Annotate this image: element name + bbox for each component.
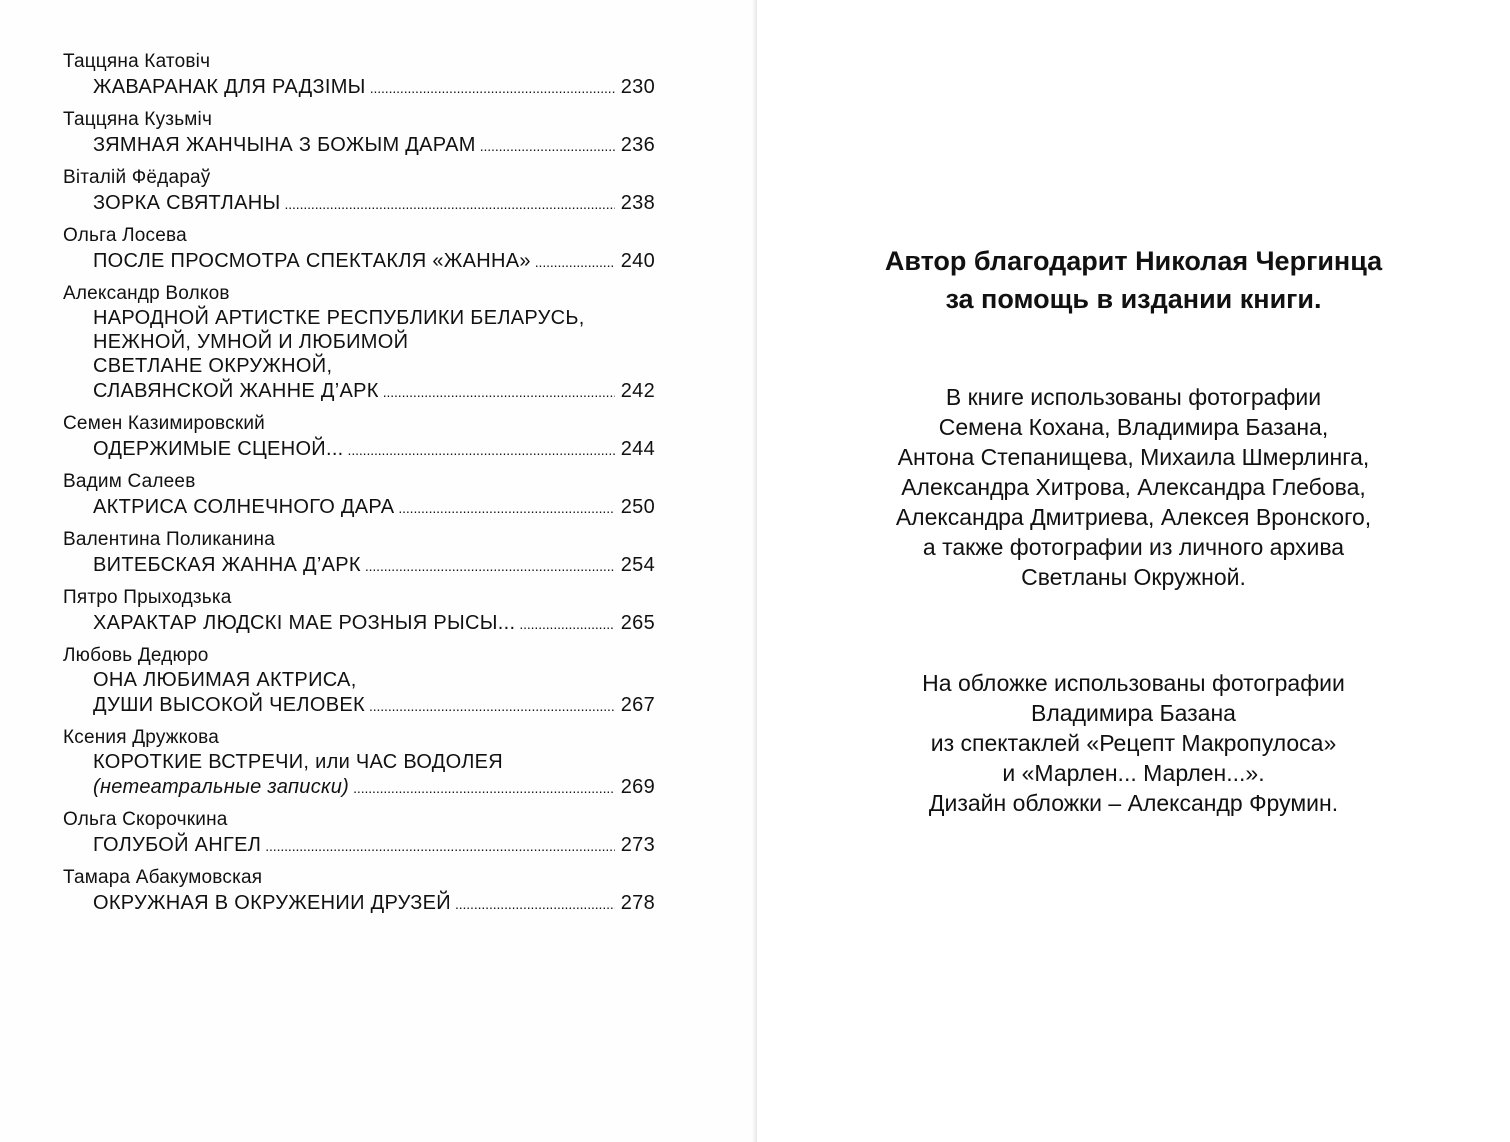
toc-entry [63, 644, 655, 718]
dot-leader [284, 190, 615, 217]
dot-leader [480, 132, 615, 159]
toc-title-line: ГОЛУБОЙ АНГЕЛ [93, 834, 262, 856]
toc-title-line: ХАРАКТАР ЛЮДСКІ МАЕ РОЗНЫЯ РЫСЫ... [93, 612, 516, 634]
toc-title-final-line [93, 74, 655, 100]
toc-author: Вадим Салеев [63, 471, 196, 492]
toc-title-final-line [93, 692, 655, 718]
toc-title-final-line [93, 248, 655, 274]
toc-author: Ксения Дружкова [63, 727, 219, 748]
dot-leader [519, 610, 615, 637]
toc-page-number: 273 [620, 834, 655, 856]
dot-leader [265, 832, 615, 859]
dot-leader [398, 494, 615, 521]
photos-credit-line: а также фотографии из личного архива [922, 534, 1345, 560]
toc-title-line: (нетеатральные записки) [93, 776, 350, 798]
photos-credit-line: Семена Кохана, Владимира Базана, [938, 414, 1329, 440]
toc-page-number: 236 [620, 134, 655, 156]
cover-credit-line: Владимира Базана [1031, 700, 1236, 726]
toc-entry [63, 224, 655, 274]
toc-page-number: 254 [620, 554, 655, 576]
toc-title-line: ЗЯМНАЯ ЖАНЧЫНА З БОЖЫМ ДАРАМ [93, 134, 476, 156]
toc-author: Ольга Скорочкина [63, 809, 228, 830]
toc-author: Семен Казимировский [63, 413, 265, 434]
right-page [757, 0, 1510, 1142]
toc-title-line: АКТРИСА СОЛНЕЧНОГО ДАРА [93, 496, 395, 518]
toc-author: Александр Волков [63, 283, 230, 304]
toc-entry [63, 166, 655, 216]
dot-leader [535, 248, 615, 275]
toc-entry [63, 528, 655, 578]
toc-title-final-line [93, 378, 655, 404]
toc-title-line: СЛАВЯНСКОЙ ЖАННЕ Д’АРК [93, 380, 379, 402]
toc-page-number: 269 [620, 776, 655, 798]
toc-author: Таццяна Кузьміч [63, 109, 213, 130]
toc-author: Таццяна Катовіч [63, 51, 211, 72]
toc-title-line: КОРОТКИЕ ВСТРЕЧИ, или ЧАС ВОДОЛЕЯ [93, 751, 504, 773]
toc-entry [63, 108, 655, 158]
cover-credit-line: Дизайн обложки – Александр Фрумин. [928, 790, 1339, 816]
cover-credit-line: и «Марлен... Марлен...». [1002, 760, 1265, 786]
toc-author: Валентина Поликанина [63, 529, 276, 550]
toc-entry [63, 808, 655, 858]
photos-credit-line: Антона Степанищева, Михаила Шмерлинга, [897, 444, 1370, 470]
table-of-contents [63, 50, 655, 924]
toc-title-line: НЕЖНОЙ, УМНОЙ И ЛЮБИМОЙ [93, 331, 409, 353]
toc-title-final-line [93, 610, 655, 636]
toc-title-line: СВЕТЛАНЕ ОКРУЖНОЙ, [93, 355, 333, 377]
acknowledgement-line: за помощь в издании книги. [945, 284, 1322, 314]
toc-title-final-line [93, 436, 655, 462]
toc-title-line: ЖАВАРАНАК ДЛЯ РАДЗІМЫ [93, 76, 366, 98]
toc-page-number: 265 [620, 612, 655, 634]
photos-credit-line: Светланы Окружной. [1021, 564, 1246, 590]
dot-leader [348, 436, 615, 463]
toc-title-line: ОКРУЖНАЯ В ОКРУЖЕНИИ ДРУЗЕЙ [93, 892, 451, 914]
toc-entry [63, 282, 655, 404]
toc-title-final-line [93, 890, 655, 916]
toc-entry [63, 866, 655, 916]
toc-title-final-line [93, 832, 655, 858]
toc-title-line: ОДЕРЖИМЫЕ СЦЕНОЙ... [93, 438, 344, 460]
toc-entry [63, 726, 655, 800]
photos-credit-line: Александра Дмитриева, Алексея Вронского, [895, 504, 1372, 530]
acknowledgement-line: Автор благодарит Николая Чергинца [884, 246, 1383, 276]
acknowledgement [757, 242, 1510, 318]
toc-author: Віталій Фёдараў [63, 167, 211, 188]
photos-credit-line: Александра Хитрова, Александра Глебова, [901, 474, 1366, 500]
toc-title-final-line [93, 552, 655, 578]
dot-leader [455, 890, 615, 917]
dot-leader [365, 552, 615, 579]
toc-title-line: ДУШИ ВЫСОКОЙ ЧЕЛОВЕК [93, 694, 365, 716]
cover-credit-line: На обложке использованы фотографии [922, 670, 1345, 696]
toc-title-final-line [93, 774, 655, 800]
toc-author: Ольга Лосева [63, 225, 187, 246]
toc-author: Пятро Прыходзька [63, 587, 232, 608]
toc-page-number: 250 [620, 496, 655, 518]
cover-credit-line: из спектаклей «Рецепт Макропулоса» [930, 730, 1337, 756]
toc-author: Тамара Абакумовская [63, 867, 263, 888]
toc-entry [63, 470, 655, 520]
toc-page-number: 244 [620, 438, 655, 460]
toc-page-number: 240 [620, 250, 655, 272]
toc-page-number: 267 [620, 694, 655, 716]
dot-leader [369, 692, 615, 719]
toc-title-line: ПОСЛЕ ПРОСМОТРА СПЕКТАКЛЯ «ЖАННА» [93, 250, 531, 272]
toc-page-number: 278 [620, 892, 655, 914]
photos-credit [757, 382, 1510, 592]
toc-entry [63, 50, 655, 100]
toc-title-line: ОНА ЛЮБИМАЯ АКТРИСА, [93, 669, 357, 691]
toc-title-line: ЗОРКА СВЯТЛАНЫ [93, 192, 281, 214]
dot-leader [353, 774, 615, 801]
dot-leader [383, 378, 615, 405]
toc-title-line: НАРОДНОЙ АРТИСТКЕ РЕСПУБЛИКИ БЕЛАРУСЬ, [93, 307, 585, 329]
toc-page-number: 230 [620, 76, 655, 98]
toc-entry [63, 412, 655, 462]
cover-credit [757, 668, 1510, 818]
toc-title-final-line [93, 190, 655, 216]
toc-title-line: ВИТЕБСКАЯ ЖАННА Д’АРК [93, 554, 361, 576]
photos-credit-line: В книге использованы фотографии [945, 384, 1322, 410]
dot-leader [370, 74, 615, 101]
toc-page-number: 242 [620, 380, 655, 402]
toc-title-final-line [93, 494, 655, 520]
toc-author: Любовь Дедюро [63, 645, 209, 666]
toc-entry [63, 586, 655, 636]
toc-title-final-line [93, 132, 655, 158]
toc-page-number: 238 [620, 192, 655, 214]
